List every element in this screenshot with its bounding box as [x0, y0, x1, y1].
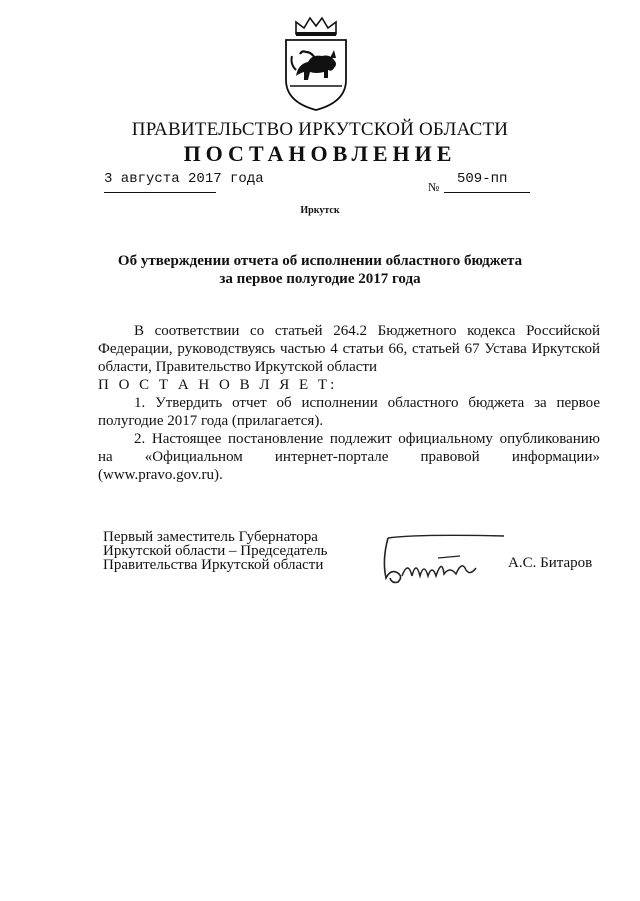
- signatory-position: [103, 530, 327, 572]
- item-2-ending: (www.pravo.gov.ru).: [98, 467, 223, 483]
- item-2-paragraph: 2. Настоящее постановление подлежит официальному опубликованию на «Официальном интернет-портале правовой информации»: [98, 431, 600, 465]
- signer-name: А.С. Битаров: [508, 555, 593, 571]
- decree-date: 3 августа 2017 года: [104, 171, 264, 187]
- irkutsk-coat-of-arms-icon: [272, 14, 360, 114]
- preamble-paragraph: В соответствии со статьей 264.2 Бюджетного кодекса Российской Федерации, руководствуясь частью 4 статьи 66, статьей 67 Устава Иркутской области, Правительство Иркутской области: [98, 323, 600, 375]
- handwritten-signature: [378, 530, 506, 586]
- city-name: Иркутск: [300, 205, 340, 216]
- decree-body: [98, 322, 600, 484]
- document-type-title: ПОСТАНОВЛЕНИЕ: [183, 141, 457, 166]
- number-underline: [444, 192, 530, 193]
- position-line-1: Первый заместитель Губернатора: [103, 529, 318, 545]
- number-sign: №: [428, 180, 440, 194]
- position-line-3: Правительства Иркутской области: [103, 557, 324, 573]
- decree-number: 509-пп: [457, 171, 508, 187]
- subject-line-1: Об утверждении отчета об исполнении областного бюджета: [117, 253, 523, 269]
- government-title: ПРАВИТЕЛЬСТВО ИРКУТСКОЙ ОБЛАСТИ: [131, 119, 509, 140]
- item-1-paragraph: 1. Утвердить отчет об исполнении областного бюджета за первое полугодие 2017 года (прилагается).: [98, 395, 600, 429]
- subject-line-2: за первое полугодие 2017 года: [219, 271, 421, 287]
- decree-subject: [0, 252, 640, 288]
- position-line-2: Иркутской области – Председатель: [103, 543, 328, 559]
- date-underline: [104, 192, 216, 193]
- resolve-heading: П О С Т А Н О В Л Я Е Т:: [98, 377, 338, 393]
